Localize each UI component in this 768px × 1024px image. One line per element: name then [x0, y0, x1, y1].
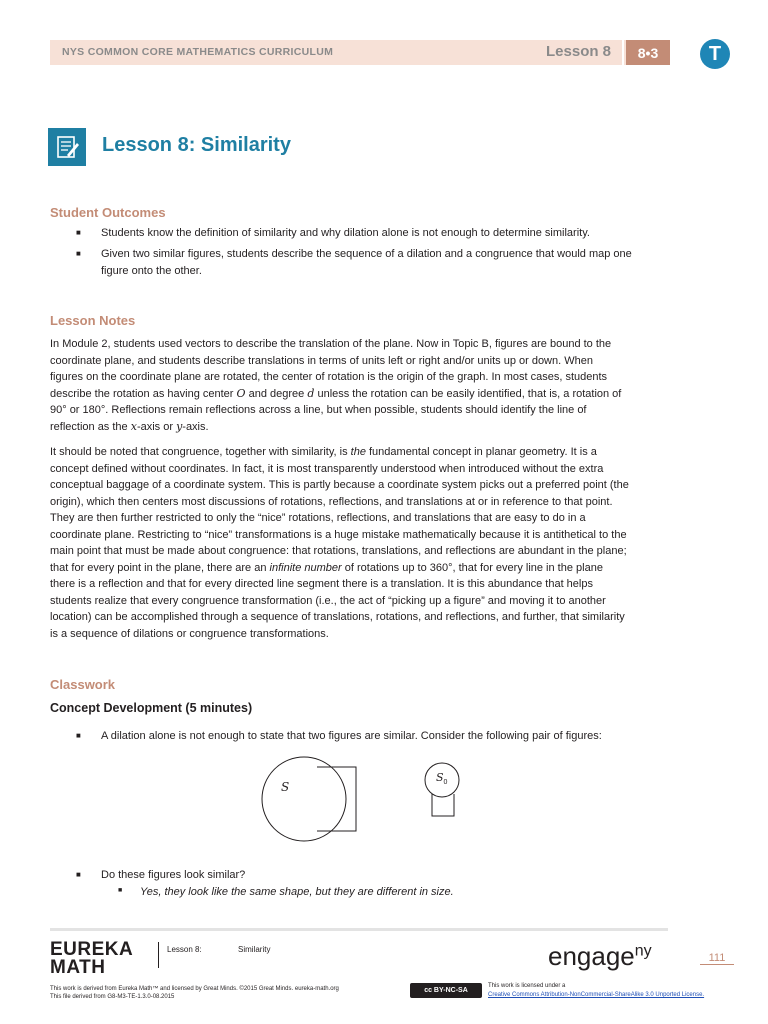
lesson-notes-paragraph-2: It should be noted that congruence, together with similarity, is the fundamental concept in planar geometry. It is a concept defined without coordinates. In fact, it is most transparently understood when introduced without the extra conceptual baggage of a coordinate system. This is partly because a coordinate system picks out a preferred point (the origin), which then centers most discussions of rotations, reflections, and translations at or in reference to that point. They are then further restricted to only the “nice” rotations, reflections, and translations that are easy to do in a coordinate plane. Restricting to “nice” transformations is a huge mistake mathematically because it is antithetical to the main point that must be made about congruence: that rotations, translations, and reflections are abundant in the plane; that for every point in the plane, there are an infinite number of rotations up to 360°, that for every line in the plane there is a reflection and that for every directed line segment there is a translation. It is this abundance that helps students realize that every congruence transformation (i.e., the act of “picking up a figure” and moving it to another location) can be accomplished through a sequence of translations, rotations, and reflections, and further, that similarity is a sequence of dilations or congruence transformations. — [50, 446, 629, 640]
figure-label-large: S — [281, 780, 290, 794]
bullet-icon: ■ — [76, 731, 81, 740]
eureka-math-logo: EUREKA MATH — [50, 939, 134, 978]
engageny-logo: engage$^{ny}$ — [548, 941, 652, 971]
footer-divider — [158, 942, 159, 968]
student-outcomes-heading: Student Outcomes — [50, 205, 166, 220]
module-badge: 8•3 — [626, 40, 670, 65]
license-text: This work is licensed under a Creative Commons Attribution-NonCommercial-ShareAlike 3.0 Unported License. — [488, 983, 705, 998]
page-title: Lesson 8: Similarity — [102, 134, 291, 156]
footer-lesson-name: Similarity — [238, 945, 271, 954]
lesson-notes-paragraph-1: In Module 2, students used vectors to describe the translation of the plane. Now in Topic B, figures are bound to the coordinate plane, and students describe translations in terms of units left or right and/or units up or down. When figures on the coordinate plane are rotated, the center of rotation is the origin of the graph. In most cases, students describe the rotation as having center O and degree d unless the rotation can be easily identified, that is, a rotation of 90° or 180°. Reflections remain reflections across a line, but when possible, students should identify the line of reflection as the x-axis or y-axis. — [50, 338, 622, 433]
figure-large — [262, 757, 356, 841]
outcome-item-continued: figure onto the other. — [101, 265, 202, 277]
lesson-notebook-icon — [48, 128, 86, 166]
license-link[interactable]: Creative Commons Attribution-NonCommercial-ShareAlike 3.0 Unported License. — [488, 992, 705, 998]
footer-lesson-label: Lesson 8: — [167, 945, 202, 954]
similar-figures-diagram — [250, 752, 480, 852]
bullet-icon: ■ — [76, 249, 81, 258]
outcome-item: Given two similar figures, students describe the sequence of a dilation and a congruence that would map one — [101, 248, 632, 260]
curriculum-label: NYS COMMON CORE MATHEMATICS CURRICULUM — [62, 46, 334, 58]
classwork-bullet: A dilation alone is not enough to state that two figures are similar. Consider the following pair of figures: — [101, 730, 602, 742]
footer-rule — [50, 928, 668, 931]
header-divider — [622, 40, 624, 65]
figure-label-small: $S_0$ — [436, 771, 448, 787]
classwork-heading: Classwork — [50, 677, 116, 692]
teacher-edition-badge: T — [700, 39, 730, 69]
header-lesson-label: Lesson 8 — [546, 43, 612, 60]
classwork-bullet: Do these figures look similar? — [101, 869, 246, 881]
page-number: 111 — [700, 952, 734, 965]
concept-development-heading: Concept Development (5 minutes) — [50, 701, 253, 715]
bullet-icon: ■ — [76, 228, 81, 237]
answer-text: Yes, they look like the same shape, but they are different in size. — [140, 886, 454, 898]
outcome-item: Students know the definition of similarity and why dilation alone is not enough to determine similarity. — [101, 227, 590, 239]
sub-bullet-icon: ■ — [118, 887, 123, 894]
bullet-icon: ■ — [76, 870, 81, 879]
lesson-notes-heading: Lesson Notes — [50, 313, 136, 328]
footer-attribution: This work is derived from Eureka Math™ and licensed by Great Minds. ©2015 Great Minds. eureka-math.org This file derived from G8-M3-TE-1.3.0-08.2015 — [50, 986, 339, 1000]
creative-commons-badge: cc BY-NC-SA — [410, 983, 482, 998]
